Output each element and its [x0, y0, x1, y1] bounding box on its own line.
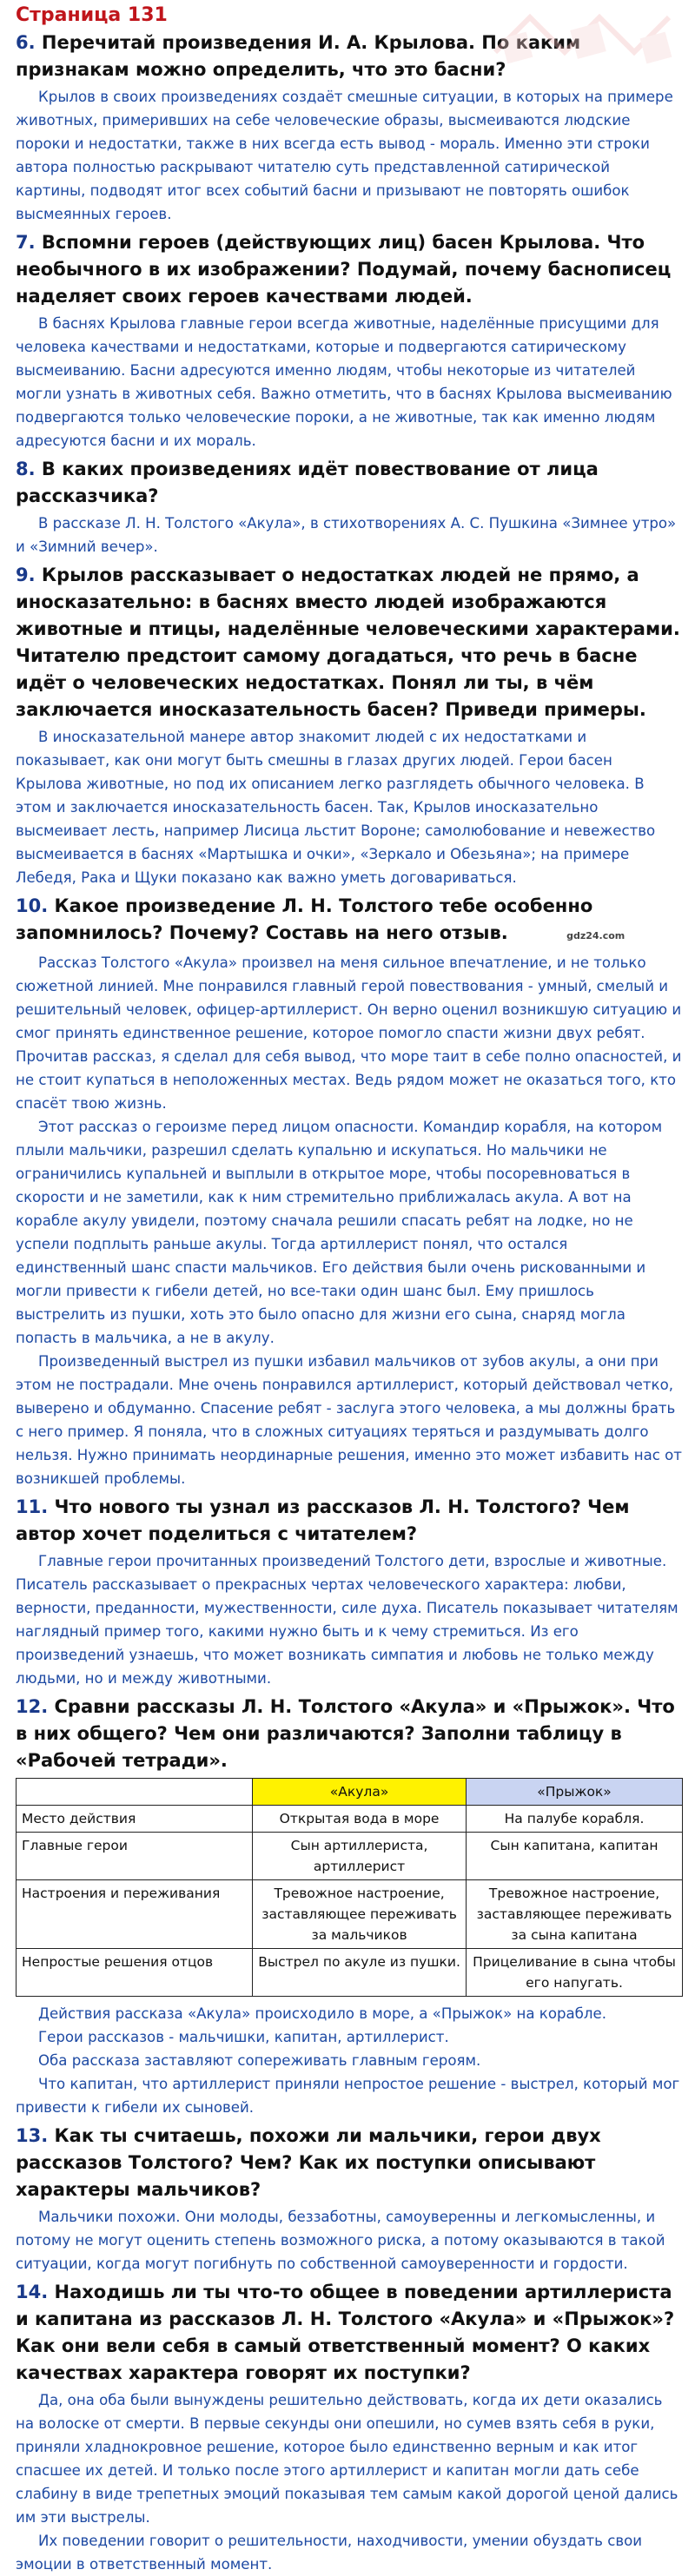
answer-10-paragraph: Этот рассказ о героизме перед лицом опасности. Командир корабля, на котором плыли мальчики, разрешил сделать купальню и искупаться. Но мальчики не ограничились купальней и выплыли в открытое море, чтобы посоревноваться в скорости и не заметили, как к ним стремительно приближалась акула. А вот на корабле акулу увидели, поэтому сначала решили спасать ребят на лодке, но не успели подплыть раньше акулы. Тогда артиллерист понял, что остался единственный шанс спасти мальчиков. Его действия были очень рискованными и могли привести к гибели детей, но все-таки один шанс был. Ему пришлось выстрелить из пушки, хоть это было опасно для жизни его сына, снаряд могла попасть в мальчика, а не в акулу.: [16, 1119, 663, 1346]
table-header-cell: «Акула»: [253, 1779, 467, 1806]
answer-12-line: Герои рассказов - мальчишки, капитан, артиллерист.: [38, 2029, 449, 2045]
question-11: [16, 1494, 683, 1548]
comparison-table: [16, 1778, 683, 1997]
table-cell: Открытая вода в море: [253, 1806, 467, 1833]
question-number: 14.: [16, 2282, 49, 2302]
table-cell: Тревожное настроение, заставляющее переживать за мальчиков: [253, 1880, 467, 1949]
question-number: 11.: [16, 1496, 49, 1517]
table-header-cell: «Прыжок»: [467, 1779, 683, 1806]
table-cell: Прицеливание в сына чтобы его напугать.: [467, 1949, 683, 1997]
question-number: 10.: [16, 895, 49, 916]
answer-11: Главные герои прочитанных произведений Толстого дети, взрослые и животные. Писатель рассказывает о прекрасных чертах человеческого характера: любви, верности, преданности, мужественности, силе духа. Писатель показывает читателям наглядный пример того, какими нужно быть и к чему стремиться. Из его произведений узнаешь, что может возникать симпатия и любовь не только между людьми, но и между животными.: [16, 1553, 678, 1687]
answer-8: В рассказе Л. Н. Толстого «Акула», в стихотворениях А. С. Пушкина «Зимнее утро» и «Зимний вечер».: [16, 515, 677, 555]
question-12: [16, 1694, 683, 1774]
page-title: Страница 131: [16, 4, 168, 26]
table-cell: Место действия: [17, 1806, 253, 1833]
table-cell: Непростые решения отцов: [17, 1949, 253, 1997]
answer-10-paragraph: Произведенный выстрел из пушки избавил мальчиков от зубов акулы, а они при этом не пострадали. Мне очень понравился артиллерист, который действовал четко, выверено и обдуманно. Спасение ребят - заслуга этого человека, а мы должны брать с него пример. Я поняла, что в сложных ситуациях теряться и раздумывать долго нельзя. Нужно принимать неординарные решения, именно это может избавить нас от возникшей проблемы.: [16, 1353, 682, 1487]
question-text: Вспомни героев (действующих лиц) басен Крылова. Что необычного в их изображении? Подумай, почему баснописец наделяет своих героев качествами людей.: [16, 232, 672, 307]
question-13: [16, 2123, 683, 2203]
answer-14-paragraph: Их поведении говорит о решительности, находчивости, умении обуздать свои эмоции в ответственный момент.: [16, 2533, 643, 2573]
table-row: [17, 1880, 683, 1949]
question-9: [16, 562, 683, 723]
answer-7: В баснях Крылова главные герои всегда животные, наделённые присущими для человека качествами и недостатками, которые и подвергаются сатирическому высмеиванию. Басни адресуются именно людям, чтобы некоторые из читателей могли узнать в животных себя. Важно отметить, что в баснях Крылова высмеиванию подвергаются только человеческие пороки, а не животные, так как именно людям адресуются басни и их мораль.: [16, 315, 672, 449]
table-cell: Сын артиллериста, артиллерист: [253, 1833, 467, 1880]
table-header-cell: [17, 1779, 253, 1806]
table-cell: На палубе корабля.: [467, 1806, 683, 1833]
answer-14-paragraph: Да, она оба были вынуждены решительно действовать, когда их дети оказались на волоске от смерти. В первые секунды они опешили, но сумев взять себя в руки, приняли хладнокровное решение, которое было единственно верным и как итог спасшее их детей. И только после этого артиллерист и капитан могли дать себе слабину в виде трепетных эмоций показывая тем самым какой дорогой ценой дались им эти выстрелы.: [16, 2392, 678, 2526]
table-row: [17, 1806, 683, 1833]
site-watermark: gdz24.com: [566, 930, 626, 941]
question-number: 9.: [16, 565, 36, 585]
answer-13: Мальчики похожи. Они молоды, беззаботны, самоуверенны и легкомысленны, и потому не могут оценить степень возможного риска, а потому оказываются в такой ситуации, когда могут погибнуть по собственной самоуверенности и гордости.: [16, 2209, 665, 2272]
table-cell: Тревожное настроение, заставляющее переживать за сына капитана: [467, 1880, 683, 1949]
answer-6: Крылов в своих произведениях создаёт смешные ситуации, в которых на примере животных, примеривших на себе человеческие образы, высмеиваются людские пороки и недостатки, также в них всегда есть вывод - мораль. Именно эти строки автора полностью раскрывают читателю суть представленной сатирической картины, подводят итог всех событий басни и призывают не повторять ошибок высмеянных героев.: [16, 89, 673, 222]
table-cell: Главные герои: [17, 1833, 253, 1880]
table-row: [17, 1949, 683, 1997]
table-cell: Сын капитана, капитан: [467, 1833, 683, 1880]
answer-12-line: Оба рассказа заставляют сопереживать главным героям.: [38, 2052, 481, 2069]
answer-10-paragraph: Рассказ Толстого «Акула» произвел на меня сильное впечатление, и не только сюжетной линией. Мне понравился главный герой повествования - умный, смелый и решительный человек, офицер-артиллерист. Он верно оценил возникшую ситуацию и смог принять единственное решение, которое помогло спасти жизни двух ребят. Прочитав рассказ, я сделал для себя вывод, что море таит в себе полно опасностей, и не стоит купаться в неположенных местах. Ведь рядом может не оказаться того, кто спасёт твою жизнь.: [16, 954, 682, 1112]
question-number: 7.: [16, 232, 36, 253]
question-number: 8.: [16, 459, 36, 479]
question-text: Какое произведение Л. Н. Толстого тебе особенно запомнилось? Почему? Составь на него отзыв.: [16, 895, 593, 943]
question-8: [16, 456, 683, 510]
question-text: Крылов рассказывает о недостатках людей не прямо, а иносказательно: в баснях вместо людей изображаются животные и птицы, наделённые человеческими характерами. Читателю предстоит самому догадаться, что речь в басне идёт о человеческих недостатках. Понял ли ты, в чём заключается иносказательность басен? Приведи примеры.: [16, 565, 680, 720]
question-text: В каких произведениях идёт повествование от лица рассказчика?: [16, 459, 599, 506]
answer-12-line: Действия рассказа «Акула» происходило в море, а «Прыжок» на корабле.: [38, 2005, 606, 2022]
table-row: [17, 1833, 683, 1880]
question-number: 12.: [16, 1696, 49, 1717]
question-7: [16, 229, 683, 310]
question-number: 13.: [16, 2125, 49, 2146]
question-text: Перечитай произведения И. А. Крылова. По каким признакам можно определить, что это басни?: [16, 32, 581, 80]
table-header-row: [17, 1779, 683, 1806]
answer-9: В иносказательной манере автор знакомит людей с их недостатками и показывает, как они могут быть смешны в глазах других людей. Герои басен Крылова животные, но под их описанием легко разглядеть обычного человека. В этом и заключается иносказательность басен. Так, Крылов иносказательно высмеивает лесть, например Лисица льстит Вороне; самолюбование и невежество высмеивается в баснях «Мартышка и очки», «Зеркало и Обезьяна»; на примере Лебедя, Рака и Щуки показано как важно уметь договариваться.: [16, 729, 656, 886]
table-cell: Настроения и переживания: [17, 1880, 253, 1949]
question-text: Сравни рассказы Л. Н. Толстого «Акула» и «Прыжок». Что в них общего? Чем они различаются? Заполни таблицу в «Рабочей тетради».: [16, 1696, 675, 1771]
question-text: Как ты считаешь, похожи ли мальчики, герои двух рассказов Толстого? Чем? Как их поступки описывают характеры мальчиков?: [16, 2125, 601, 2200]
question-14: [16, 2279, 683, 2387]
question-text: Находишь ли ты что-то общее в поведении артиллериста и капитана из рассказов Л. Н. Толстого «Акула» и «Прыжок»? Как они вели себя в самый ответственный момент? О каких качествах характера говорят их поступки?: [16, 2282, 675, 2383]
question-10: [16, 893, 683, 949]
answer-12-line: Что капитан, что артиллерист приняли непростое решение - выстрел, который мог привести к гибели их сыновей.: [16, 2076, 680, 2116]
table-cell: Выстрел по акуле из пушки.: [253, 1949, 467, 1997]
site-logo-watermark: [478, 0, 695, 78]
question-text: Что нового ты узнал из рассказов Л. Н. Толстого? Чем автор хочет поделиться с читателем?: [16, 1496, 630, 1544]
question-number: 6.: [16, 32, 36, 53]
